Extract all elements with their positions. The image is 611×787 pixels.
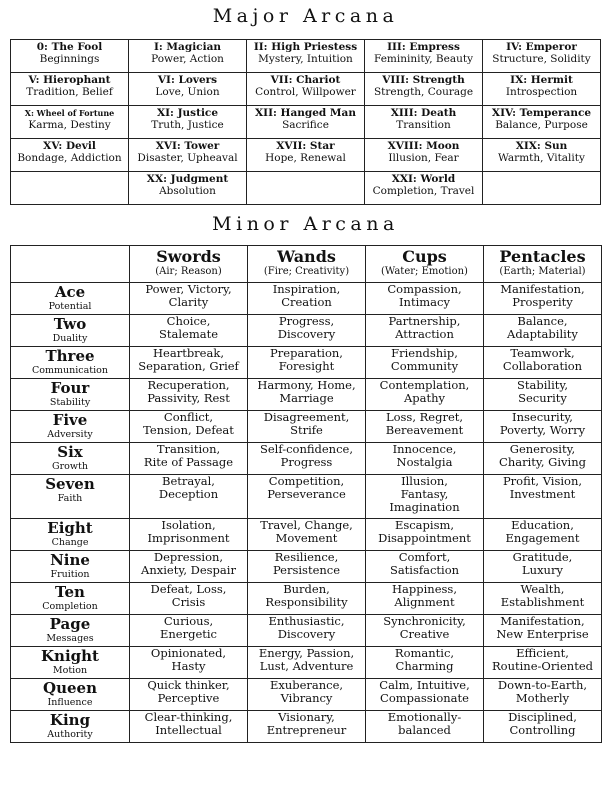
major-card-cell: [11, 106, 129, 139]
meaning-text: Heartbreak, Separation, Grief: [138, 346, 239, 373]
card-meaning: Completion, Travel: [372, 185, 475, 197]
meaning-text: Power, Victory, Clarity: [145, 282, 232, 309]
meaning-text: Down-to-Earth, Motherly: [497, 678, 588, 705]
rank-label-cell: [11, 475, 130, 519]
meaning-text: Isolation, Imprisonment: [147, 518, 230, 545]
meaning-text: Friendship, Community: [390, 346, 459, 373]
major-card-cell: [365, 139, 483, 172]
major-card-cell: [129, 40, 247, 73]
meaning-cell: [130, 519, 248, 551]
meaning-cell: [130, 583, 248, 615]
suit-header: Wands (Fire; Creativity): [248, 246, 366, 283]
card-name: II: High Priestess: [253, 41, 358, 53]
rank-keyword: Adversity: [47, 429, 93, 440]
card-meaning: Introspection: [505, 86, 578, 98]
major-card-cell: [247, 172, 365, 205]
card-meaning: Balance, Purpose: [495, 119, 588, 131]
rank-name: King: [49, 711, 91, 729]
major-card-cell: [365, 73, 483, 106]
rank-label-cell: [11, 551, 130, 583]
card-meaning: Sacrifice: [282, 119, 329, 131]
meaning-cell: [484, 615, 602, 647]
rank-keyword: Authority: [47, 729, 93, 740]
meaning-text: Choice, Stalemate: [158, 314, 219, 341]
meaning-text: Enthusiastic, Discovery: [268, 614, 345, 641]
rank-keyword: Fruition: [50, 569, 90, 580]
rank-row: [11, 615, 602, 647]
major-card-cell: [11, 40, 129, 73]
meaning-cell: [248, 475, 366, 519]
meaning-cell: [130, 283, 248, 315]
major-row: [11, 106, 601, 139]
rank-label-cell: [11, 519, 130, 551]
card-meaning: Karma, Destiny: [28, 119, 111, 131]
meaning-text: Illusion, Fantasy, Imagination: [389, 474, 460, 514]
rank-keyword: Stability: [49, 397, 91, 408]
rank-label-cell: [11, 443, 130, 475]
rank-name: Queen: [43, 679, 97, 697]
rank-name: Seven: [45, 475, 95, 493]
rank-name: Page: [49, 615, 91, 633]
rank-keyword: Potential: [48, 301, 92, 312]
rank-label-cell: [11, 711, 130, 743]
card-meaning: Tradition, Belief: [26, 86, 113, 98]
meaning-text: Manifestation, Prosperity: [500, 282, 585, 309]
major-card-cell: [483, 172, 601, 205]
rank-name: Six: [57, 443, 83, 461]
meaning-cell: [130, 647, 248, 679]
meaning-text: Burden, Responsibility: [265, 582, 348, 609]
major-card-cell: [365, 40, 483, 73]
suit-header: Cups (Water; Emotion): [366, 246, 484, 283]
minor-arcana-table: [10, 245, 602, 743]
rank-keyword: Completion: [42, 601, 98, 612]
meaning-cell: [484, 647, 602, 679]
meaning-text: Opinionated, Hasty: [150, 646, 227, 673]
meaning-text: Depression, Anxiety, Despair: [141, 550, 236, 577]
card-meaning: Truth, Justice: [151, 119, 224, 131]
rank-row: [11, 443, 602, 475]
rank-row: [11, 679, 602, 711]
meaning-cell: [366, 379, 484, 411]
meaning-text: Calm, Intuitive, Compassionate: [379, 678, 470, 705]
meaning-text: Quick thinker, Perceptive: [147, 678, 230, 705]
card-name: I: Magician: [153, 41, 222, 53]
major-card-cell: [247, 139, 365, 172]
meaning-cell: [248, 443, 366, 475]
card-name: VIII: Strength: [382, 74, 465, 86]
rank-row: [11, 379, 602, 411]
meaning-cell: [366, 615, 484, 647]
meaning-cell: [248, 283, 366, 315]
rank-label-cell: [11, 411, 130, 443]
meaning-cell: [484, 315, 602, 347]
meaning-cell: [366, 443, 484, 475]
rank-keyword: Communication: [32, 365, 108, 376]
meaning-text: Conflict, Tension, Defeat: [143, 410, 234, 437]
meaning-text: Balance, Adaptability: [507, 314, 578, 341]
meaning-text: Wealth, Establishment: [500, 582, 585, 609]
meaning-text: Manifestation, New Enterprise: [496, 614, 589, 641]
meaning-text: Partnership, Attraction: [388, 314, 461, 341]
meaning-text: Defeat, Loss, Crisis: [150, 582, 227, 609]
card-meaning: Femininity, Beauty: [373, 53, 474, 65]
meaning-text: Progress, Discovery: [277, 314, 336, 341]
meaning-text: Compassion, Intimacy: [387, 282, 462, 309]
major-card-cell: [129, 73, 247, 106]
suit-header: Swords (Air; Reason): [130, 246, 248, 283]
meaning-text: Preparation, Foresight: [270, 346, 343, 373]
rank-row: [11, 519, 602, 551]
rank-row: [11, 551, 602, 583]
meaning-text: Efficient, Routine-Oriented: [492, 646, 593, 673]
meaning-text: Betrayal, Deception: [158, 474, 219, 501]
suit-header: Pentacles (Earth; Material): [484, 246, 602, 283]
rank-row: [11, 647, 602, 679]
meaning-text: Insecurity, Poverty, Worry: [499, 410, 586, 437]
major-card-cell: [11, 139, 129, 172]
card-name: XIX: Sun: [515, 140, 568, 152]
card-name: XIII: Death: [390, 107, 457, 119]
meaning-text: Profit, Vision, Investment: [502, 474, 583, 501]
card-name: III: Empress: [387, 41, 460, 53]
meaning-text: Inspiration, Creation: [272, 282, 341, 309]
rank-label-cell: [11, 583, 130, 615]
major-row: [11, 73, 601, 106]
meaning-text: Loss, Regret, Bereavement: [385, 410, 464, 437]
rank-name: Three: [45, 347, 95, 365]
card-meaning: Warmth, Vitality: [498, 152, 585, 164]
rank-name: Ace: [54, 283, 86, 301]
rank-row: [11, 711, 602, 743]
meaning-cell: [366, 411, 484, 443]
card-meaning: Bondage, Addiction: [17, 152, 122, 164]
meaning-cell: [248, 551, 366, 583]
meaning-text: Happiness, Alignment: [392, 582, 457, 609]
meaning-cell: [484, 411, 602, 443]
card-meaning: Structure, Solidity: [492, 53, 591, 65]
meaning-text: Harmony, Home, Marriage: [257, 378, 356, 405]
card-name: XII: Hanged Man: [255, 107, 356, 119]
major-card-cell: [483, 139, 601, 172]
meaning-cell: [366, 551, 484, 583]
rank-name: Nine: [50, 551, 90, 569]
meaning-cell: [130, 347, 248, 379]
meaning-cell: [366, 315, 484, 347]
meaning-text: Comfort, Satisfaction: [389, 550, 460, 577]
meaning-text: Stability, Security: [517, 378, 568, 405]
meaning-cell: [130, 615, 248, 647]
card-name: XXI: World: [391, 173, 456, 185]
rank-label-cell: [11, 315, 130, 347]
major-card-cell: [11, 73, 129, 106]
meaning-text: Innocence, Nostalgia: [392, 442, 457, 469]
major-row: [11, 139, 601, 172]
card-name: XI: Justice: [156, 107, 219, 119]
card-name: XV: Devil: [43, 140, 96, 152]
card-name: IX: Hermit: [510, 74, 573, 86]
meaning-cell: [484, 583, 602, 615]
card-name: X: Wheel of Fortune: [24, 108, 115, 118]
rank-name: Ten: [55, 583, 85, 601]
rank-keyword: Duality: [52, 333, 88, 344]
major-card-cell: [11, 172, 129, 205]
meaning-text: Teamwork, Collaboration: [502, 346, 583, 373]
major-row: [11, 40, 601, 73]
rank-label-cell: [11, 379, 130, 411]
meaning-cell: [248, 711, 366, 743]
rank-name: Five: [52, 411, 88, 429]
rank-keyword: Influence: [47, 697, 93, 708]
meaning-cell: [248, 583, 366, 615]
meaning-cell: [366, 475, 484, 519]
meaning-cell: [484, 379, 602, 411]
meaning-text: Competition, Perseverance: [267, 474, 346, 501]
card-meaning: Disaster, Upheaval: [137, 152, 238, 164]
meaning-text: Energy, Passion, Lust, Adventure: [258, 646, 355, 673]
rank-keyword: Faith: [57, 493, 83, 504]
meaning-cell: [484, 283, 602, 315]
card-meaning: Power, Action: [151, 53, 224, 65]
meaning-cell: [484, 519, 602, 551]
card-meaning: Hope, Renewal: [265, 152, 346, 164]
meaning-text: Resilience, Persistence: [272, 550, 341, 577]
major-card-cell: [129, 106, 247, 139]
meaning-text: Contemplation, Apathy: [379, 378, 470, 405]
rank-name: Two: [53, 315, 87, 333]
meaning-cell: [366, 711, 484, 743]
meaning-text: Generosity, Charity, Giving: [499, 442, 586, 469]
card-name: V: Hierophant: [28, 74, 111, 86]
card-name: 0: The Fool: [36, 41, 103, 53]
card-meaning: Mystery, Intuition: [258, 53, 353, 65]
meaning-cell: [130, 711, 248, 743]
meaning-cell: [366, 519, 484, 551]
meaning-cell: [484, 711, 602, 743]
major-card-cell: [365, 172, 483, 205]
meaning-text: Travel, Change, Movement: [260, 518, 353, 545]
meaning-text: Transition, Rite of Passage: [143, 442, 234, 469]
major-card-cell: [483, 73, 601, 106]
meaning-cell: [484, 443, 602, 475]
major-arcana-title: Major Arcana: [212, 5, 399, 27]
card-name: XVIII: Moon: [387, 140, 460, 152]
card-name: XX: Judgment: [146, 173, 229, 185]
rank-keyword: Motion: [52, 665, 88, 676]
card-meaning: Absolution: [159, 185, 216, 197]
major-card-cell: [483, 40, 601, 73]
rank-name: Knight: [41, 647, 99, 665]
card-name: XIV: Temperance: [491, 107, 592, 119]
rank-keyword: Change: [51, 537, 89, 548]
meaning-cell: [130, 379, 248, 411]
rank-name: Eight: [47, 519, 93, 537]
meaning-cell: [130, 411, 248, 443]
major-card-cell: [483, 106, 601, 139]
meaning-text: Visionary, Entrepreneur: [266, 710, 347, 737]
meaning-cell: [366, 283, 484, 315]
major-card-cell: [129, 139, 247, 172]
meaning-cell: [248, 347, 366, 379]
minor-arcana-title: Minor Arcana: [212, 213, 399, 235]
meaning-text: Exuberance, Vibrancy: [269, 678, 344, 705]
rank-keyword: Growth: [52, 461, 88, 472]
card-meaning: Control, Willpower: [255, 86, 356, 98]
meaning-text: Gratitude, Luxury: [512, 550, 573, 577]
rank-row: [11, 315, 602, 347]
meaning-cell: [248, 379, 366, 411]
meaning-text: Escapism, Disappointment: [378, 518, 471, 545]
rank-name: Four: [50, 379, 90, 397]
rank-label-cell: [11, 615, 130, 647]
rank-row: [11, 347, 602, 379]
rank-keyword: Messages: [46, 633, 94, 644]
meaning-text: Self-confidence, Progress: [259, 442, 353, 469]
suit-header-row: [11, 246, 602, 283]
rank-label-cell: [11, 347, 130, 379]
meaning-cell: [366, 583, 484, 615]
card-name: XVI: Tower: [155, 140, 220, 152]
meaning-cell: [248, 647, 366, 679]
major-card-cell: [247, 106, 365, 139]
corner-cell: [11, 246, 130, 283]
rank-label-cell: [11, 283, 130, 315]
meaning-text: Recuperation, Passivity, Rest: [147, 378, 230, 405]
major-card-cell: [365, 106, 483, 139]
card-name: VI: Lovers: [157, 74, 218, 86]
card-name: XVII: Star: [276, 140, 335, 152]
meaning-text: Education, Engagement: [505, 518, 580, 545]
meaning-cell: [248, 411, 366, 443]
card-meaning: Strength, Courage: [373, 86, 474, 98]
meaning-cell: [484, 475, 602, 519]
rank-row: [11, 283, 602, 315]
card-meaning: Beginnings: [39, 53, 100, 65]
meaning-cell: [248, 679, 366, 711]
meaning-cell: [248, 519, 366, 551]
meaning-cell: [130, 443, 248, 475]
meaning-cell: [130, 551, 248, 583]
meaning-cell: [484, 679, 602, 711]
rank-label-cell: [11, 679, 130, 711]
card-name: VII: Chariot: [270, 74, 341, 86]
card-meaning: Transition: [396, 119, 451, 131]
meaning-text: Romantic, Charming: [394, 646, 455, 673]
meaning-cell: [130, 315, 248, 347]
rank-row: [11, 475, 602, 519]
rank-label-cell: [11, 647, 130, 679]
meaning-text: Synchronicity, Creative: [383, 614, 466, 641]
meaning-cell: [248, 615, 366, 647]
meaning-cell: [248, 315, 366, 347]
major-card-cell: [129, 172, 247, 205]
rank-row: [11, 583, 602, 615]
rank-row: [11, 411, 602, 443]
meaning-text: Clear-thinking, Intellectual: [144, 710, 233, 737]
major-row: [11, 172, 601, 205]
card-meaning: Love, Union: [155, 86, 220, 98]
meaning-cell: [130, 679, 248, 711]
meaning-text: Disciplined, Controlling: [508, 710, 577, 737]
meaning-cell: [484, 551, 602, 583]
meaning-cell: [484, 347, 602, 379]
meaning-cell: [366, 347, 484, 379]
major-card-cell: [247, 73, 365, 106]
meaning-text: Emotionally- balanced: [387, 710, 462, 737]
meaning-cell: [130, 475, 248, 519]
meaning-text: Curious, Energetic: [159, 614, 217, 641]
card-name: IV: Emperor: [506, 41, 577, 53]
meaning-cell: [366, 679, 484, 711]
meaning-text: Disagreement, Strife: [263, 410, 350, 437]
major-arcana-table: [10, 39, 601, 205]
card-meaning: Illusion, Fear: [388, 152, 459, 164]
major-card-cell: [247, 40, 365, 73]
meaning-cell: [366, 647, 484, 679]
